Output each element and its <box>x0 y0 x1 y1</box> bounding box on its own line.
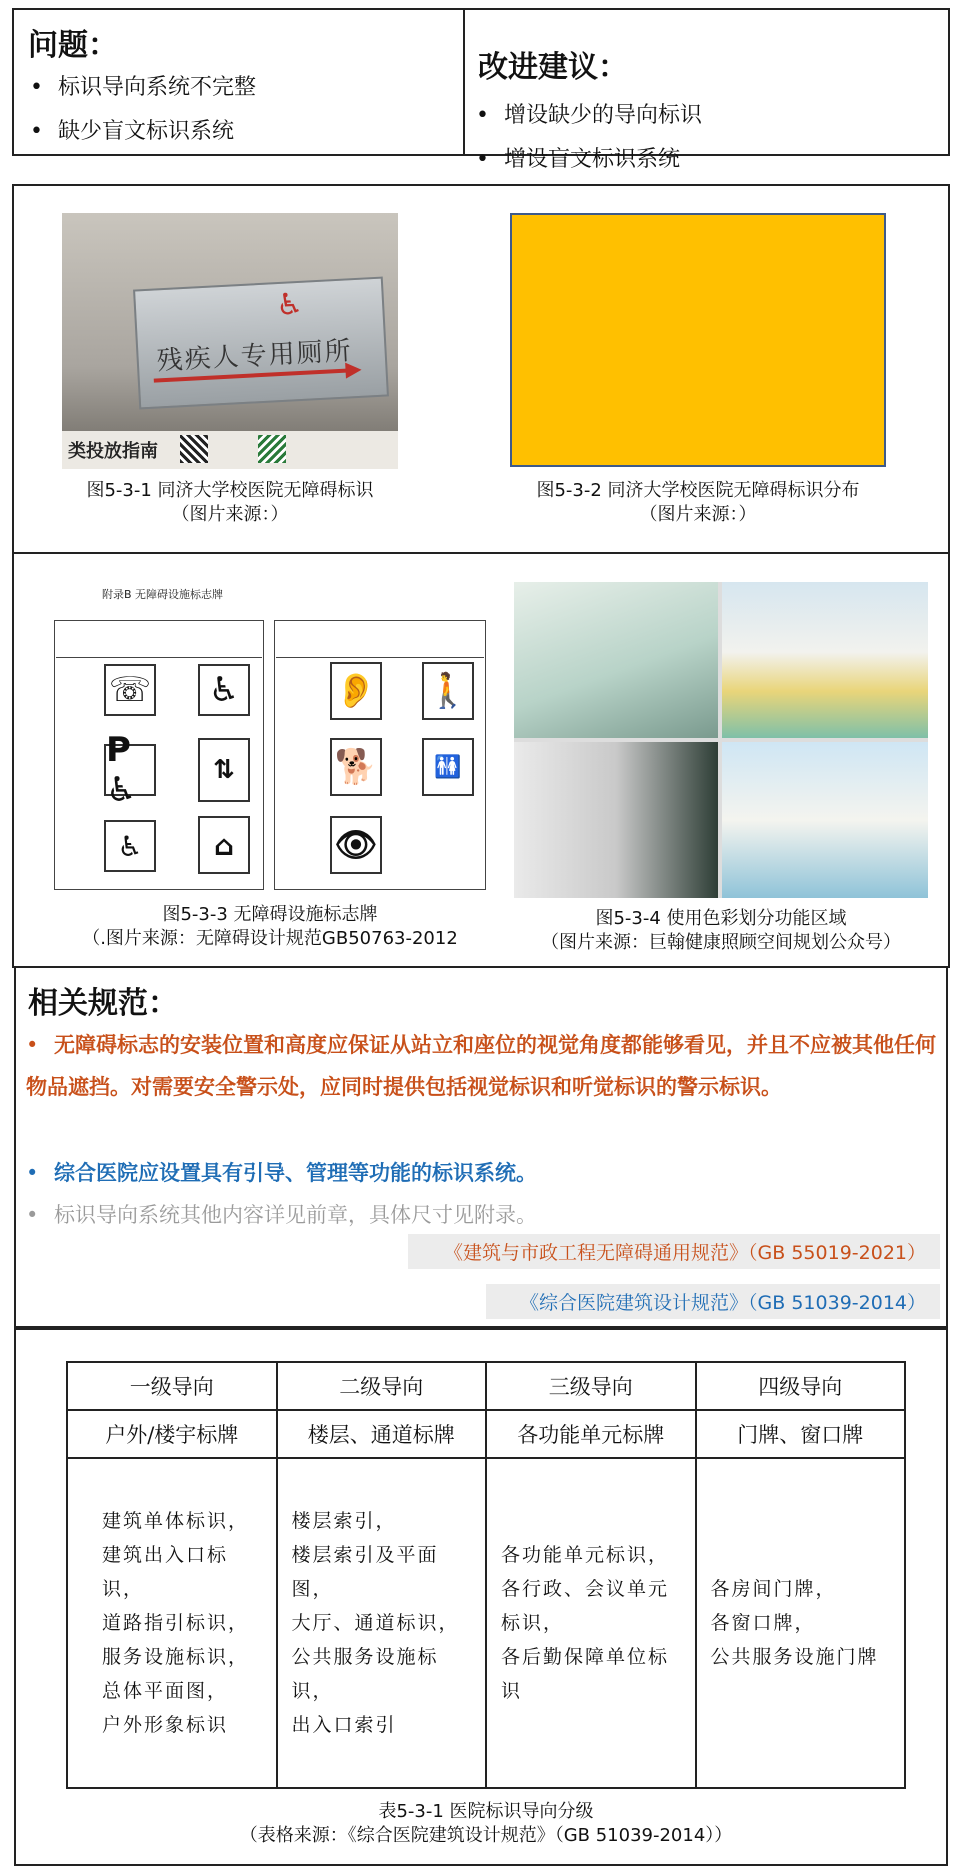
table-subheader-cell: 户外/楼宇标牌 <box>67 1410 277 1458</box>
wheelchair-icon: ♿ <box>275 286 304 324</box>
table-caption: 表5-3-1 医院标识导向分级 （表格来源：《综合医院建筑设计规范》（GB 51039-2014）） <box>239 1801 733 1846</box>
suggestion-item: • 增设盲文标识系统 <box>476 147 681 172</box>
top-divider <box>463 8 465 156</box>
fig3-header: 附录B 无障碍设施标志牌 <box>102 588 224 601</box>
shelter-icon: ⌂ <box>198 816 250 874</box>
norms-title: 相关规范： <box>28 986 178 1021</box>
parking-icon: P♿ <box>104 744 156 796</box>
norm-item-2: • 综合医院应设置具有引导、管理等功能的标识系统。 <box>26 1161 537 1185</box>
table-cell-level2: 楼层索引， 楼层索引及平面图， 大厅、通道标识， 公共服务设施标识， 出入口索引 <box>277 1458 487 1788</box>
low-vision-icon: 👁 <box>330 816 382 874</box>
table-subheader-cell: 楼层、通道标牌 <box>277 1410 487 1458</box>
table-cell-level3: 各功能单元标识， 各行政、会议单元标识， 各后勤保障单位标识 <box>486 1458 696 1788</box>
table-header-cell: 四级导向 <box>696 1362 906 1410</box>
corridor-photo <box>722 582 928 738</box>
sign-text: 残疾人专用厕所 <box>156 336 354 377</box>
table-head-right <box>276 624 484 658</box>
fig2-placeholder <box>510 213 886 467</box>
ward-photo <box>514 582 718 738</box>
table-head-left <box>56 624 262 658</box>
problem-item: • 缺少盲文标识系统 <box>30 119 235 144</box>
arrow-head-icon <box>345 362 362 379</box>
hearing-icon: 👂 <box>330 662 382 720</box>
table-header-cell: 二级导向 <box>277 1362 487 1410</box>
poster-text: 类投放指南 <box>68 441 158 462</box>
source-2: 《综合医院建筑设计规范》（GB 51039-2014） <box>486 1284 940 1319</box>
elevator-icon: ⇅ <box>198 738 250 802</box>
phone-wheelchair-icon: ☏ <box>104 664 156 716</box>
accessible-toilet-sign <box>133 277 389 410</box>
norm-item-3: • 标识导向系统其他内容详见前章，具体尺寸见附录。 <box>26 1203 537 1227</box>
ramp-icon: ♿ <box>104 820 156 872</box>
qr-code-icon <box>258 435 286 463</box>
norm-item-1: • 无障碍标志的安装位置和高度应保证从站立和座位的视觉角度都能够看见，并且不应被其他任何物品遮挡。对需要安全警示处，应同时提供包括视觉标识和听觉标识的警示标识。 <box>26 1033 936 1099</box>
blind-person-icon: 🚶 <box>422 662 474 720</box>
pediatric-ward-photo <box>722 742 928 898</box>
table-subheader-cell: 各功能单元标牌 <box>486 1410 696 1458</box>
fig3-image <box>52 580 488 890</box>
table-cell-level1: 建筑单体标识， 建筑出入口标识， 道路指引标识， 服务设施标识， 总体平面图， 户外形象标识 <box>67 1458 277 1788</box>
accessible-toilet-icon: 🚻 <box>422 738 474 796</box>
bathroom-photo <box>514 742 718 898</box>
table-header-cell: 一级导向 <box>67 1362 277 1410</box>
fig4-image <box>514 582 928 898</box>
qr-code-icon <box>180 435 208 463</box>
wheelchair-icon: ♿ <box>198 664 250 716</box>
fig3-caption: 图5-3-3 无障碍设施标志牌 （.图片来源：无障碍设计规范GB50763-2012 <box>82 904 458 949</box>
table-subheader-cell: 门牌、窗口牌 <box>696 1410 906 1458</box>
table-cell-level4: 各房间门牌， 各窗口牌， 公共服务设施门牌 <box>696 1458 906 1788</box>
suggestions-title: 改进建议： <box>478 50 628 85</box>
fig4-caption: 图5-3-4 使用色彩划分功能区域 （图片来源：巨翰健康照顾空间规划公众号） <box>541 908 901 953</box>
table-row <box>67 1458 905 1788</box>
table-header-row <box>67 1362 905 1410</box>
fig2-caption: 图5-3-2 同济大学校医院无障碍标识分布 （图片来源：） <box>536 480 860 525</box>
source-1: 《建筑与市政工程无障碍通用规范》（GB 55019-2021） <box>408 1234 940 1269</box>
guide-level-table <box>66 1361 906 1789</box>
suggestion-item: • 增设缺少的导向标识 <box>476 103 703 128</box>
table-subheader-row <box>67 1410 905 1458</box>
table-header-cell: 三级导向 <box>486 1362 696 1410</box>
problems-title: 问题： <box>28 28 118 63</box>
fig1-photo <box>62 213 398 469</box>
fig1-caption: 图5-3-1 同济大学校医院无障碍标识 （图片来源：） <box>86 480 374 525</box>
problem-item: • 标识导向系统不完整 <box>30 75 257 100</box>
guide-dog-icon: 🐕 <box>330 738 382 796</box>
